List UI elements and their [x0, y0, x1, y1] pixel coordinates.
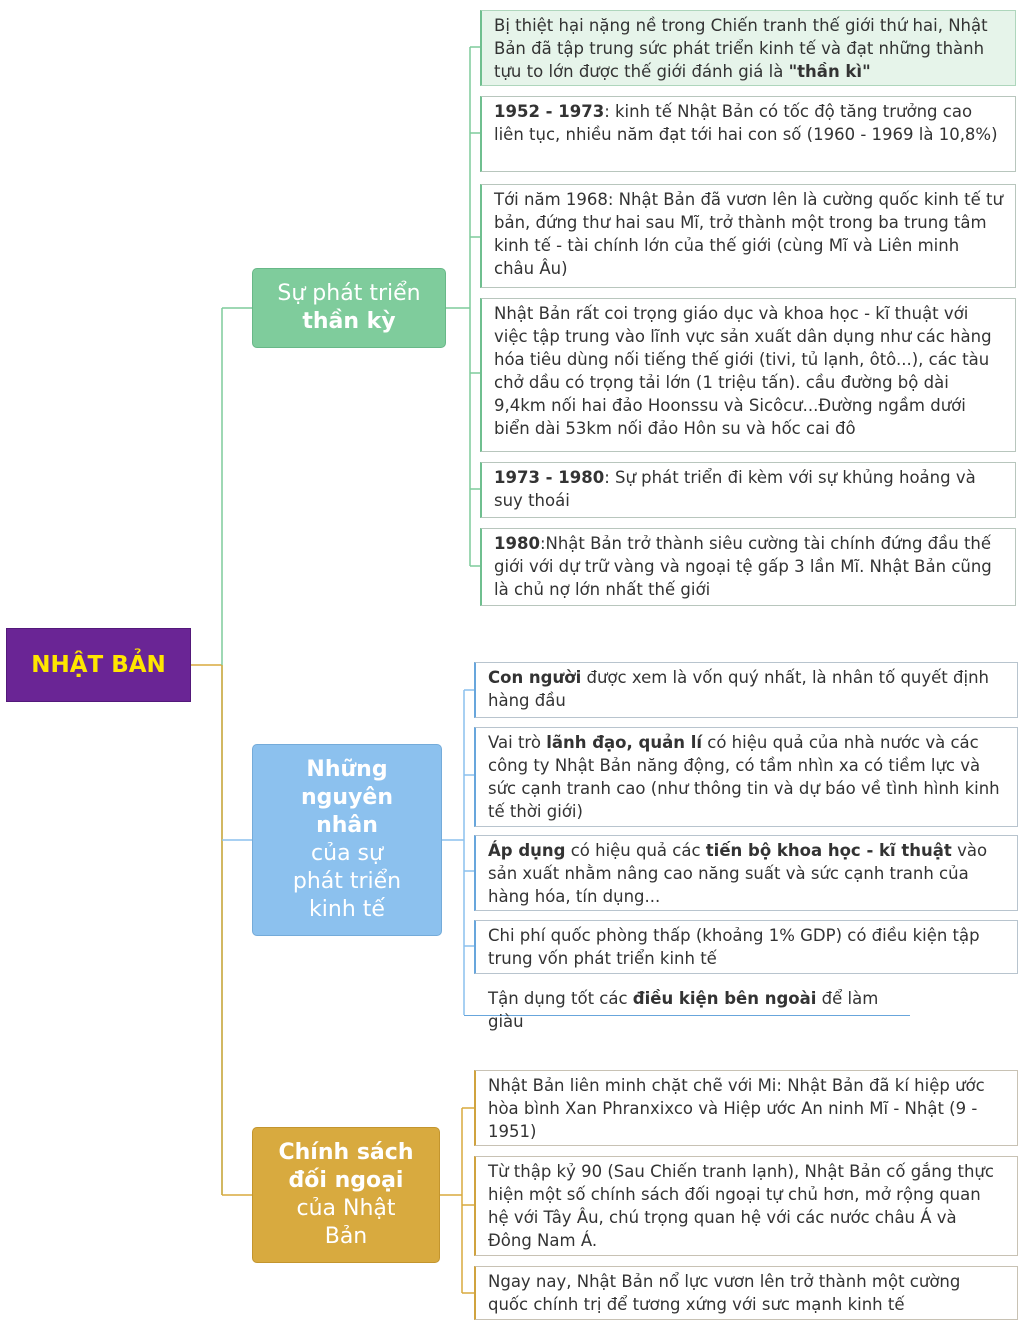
- leaf-cause-2-bold: lãnh đạo, quản lí: [546, 733, 703, 752]
- leaf-policy-2: [474, 1156, 1018, 1256]
- leaf-cause-4: [474, 920, 1018, 974]
- leaf-cause-2-post: có hiệu quả của nhà nước và các công ty Nhật Bản năng động, có tầm nhìn xa có tiềm lực và sức cạnh tranh cao (như thông tin và dự báo về tình hình kinh tế thời giới): [488, 733, 1000, 821]
- leaf-cause-5-post: để làm giàu: [488, 989, 879, 1031]
- leaf-dev-2-bold: 1952 - 1973: [494, 102, 605, 121]
- leaf-dev-6-text: :Nhật Bản trở thành siêu cường tài chính đứng đầu thế giới với dự trữ vàng và ngoại tệ gấp 3 lần Mĩ. Nhật Bản cũng là chủ nợ lớn nhất thế giới: [494, 534, 992, 599]
- branch-development: [252, 268, 446, 348]
- leaf-cause-3: [474, 835, 1018, 911]
- leaf-policy-2-text: Từ thập kỷ 90 (Sau Chiến tranh lạnh), Nhật Bản cố gắng thực hiện một số chính sách đối ngoại tự chủ hơn, mở rộng quan hệ với Tây Âu, chú trọng quan hệ với các nước châu Á và Đông Nam Á.: [488, 1162, 994, 1250]
- leaf-dev-3: [480, 184, 1016, 288]
- branch-foreign-policy-line1: Chính sách đối ngoại: [278, 1140, 414, 1193]
- leaf-dev-6: [480, 528, 1016, 606]
- branch-causes-line1: Những nguyên nhân: [301, 757, 393, 838]
- root-title: NHẬT BẢN: [31, 652, 166, 678]
- leaf-policy-3-text: Ngay nay, Nhật Bản nổ lực vươn lên trở thành một cường quốc chính trị để tương xứng với sưc mạnh kinh tế: [488, 1272, 961, 1314]
- leaf-dev-4: [480, 298, 1016, 452]
- leaf-cause-2-pre: Vai trò: [488, 733, 547, 752]
- leaf-policy-3: [474, 1266, 1018, 1320]
- branch-causes-line1b: của sự: [311, 841, 383, 866]
- leaf-policy-1: [474, 1070, 1018, 1146]
- leaf-dev-3-text: Tới năm 1968: Nhật Bản đã vươn lên là cường quốc kinh tế tư bản, đứng thư hai sau Mĩ, trở thành một trong ba trung tâm kinh tế - tài chính lớn của thế giới (cùng Mĩ và Liên minh châu Âu): [494, 190, 1003, 278]
- leaf-cause-5: [464, 985, 910, 1031]
- leaf-cause-5-bold: điều kiện bên ngoài: [632, 989, 817, 1008]
- leaf-dev-6-bold: 1980: [494, 534, 540, 553]
- branch-causes: [252, 744, 442, 936]
- leaf-cause-3-post2: vào sản xuất nhằm nâng cao năng suất và sức cạnh tranh của hàng hóa, tín dụng...: [488, 841, 988, 906]
- leaf-cause-3-bold: Áp dụng: [488, 841, 566, 860]
- branch-causes-line2: phát triển kinh tế: [292, 869, 402, 922]
- leaf-dev-2-text: : kinh tế Nhật Bản có tốc độ tăng trưởng cao liên tục, nhiều năm đạt tới hai con số (1960 - 1969 là 10,8%): [494, 102, 998, 144]
- leaf-dev-5-text: : Sự phát triển đi kèm với sự khủng hoảng và suy thoái: [494, 468, 976, 510]
- leaf-dev-1-text: Bị thiệt hại nặng nề trong Chiến tranh thế giới thứ hai, Nhật Bản đã tập trung sức phát triển kinh tế và đạt những thành tựu to lớn được thế giới đánh giá là: [494, 16, 988, 81]
- leaf-dev-5: [480, 462, 1016, 518]
- root-node: [6, 628, 191, 702]
- branch-development-line1: Sự phát triển: [277, 281, 421, 306]
- leaf-dev-5-bold: 1973 - 1980: [494, 468, 605, 487]
- branch-foreign-policy: [252, 1127, 440, 1263]
- leaf-dev-4-text: Nhật Bản rất coi trọng giáo dục và khoa học - kĩ thuật với việc tập trung vào lĩnh vực sản xuất dân dụng như các hàng hóa tiêu dùng nối tiếng thế giới (tivi, tủ lạnh, ôtô...), các tàu chở dầu có trọng tải lớn (1 triệu tấn). cầu đường bộ dài 9,4km nối hai đảo Hoonssu và Sicôcư...Đường ngầm dưới biển dài 53km nối đảo Hôn su và hốc cai đô: [494, 304, 992, 438]
- leaf-dev-2: [480, 96, 1016, 172]
- branch-foreign-policy-line2: của Nhật Bản: [296, 1196, 396, 1249]
- leaf-dev-1: [480, 10, 1016, 86]
- leaf-policy-1-text: Nhật Bản liên minh chặt chẽ với Mi: Nhật Bản đã kí hiệp ước hòa bình Xan Phranxixco và Hiệp ước An ninh Mĩ - Nhật (9 - 1951): [488, 1076, 985, 1141]
- leaf-cause-5-pre: Tận dụng tốt các: [488, 989, 633, 1008]
- leaf-cause-3-post: có hiệu quả các: [565, 841, 706, 860]
- leaf-cause-1-bold: Con người: [488, 668, 582, 687]
- leaf-cause-4-text: Chi phí quốc phòng thấp (khoảng 1% GDP) có điều kiện tập trung vốn phát triển kinh tế: [488, 926, 980, 968]
- branch-development-line2: thần kỳ: [302, 309, 396, 334]
- leaf-cause-1: [474, 662, 1018, 718]
- leaf-dev-1-bold: "thần kì": [788, 62, 871, 81]
- leaf-cause-2: [474, 727, 1018, 827]
- leaf-cause-1-text: được xem là vốn quý nhất, là nhân tố quyết định hàng đầu: [488, 668, 989, 710]
- leaf-cause-3-bold2: tiến bộ khoa học - kĩ thuật: [705, 841, 952, 860]
